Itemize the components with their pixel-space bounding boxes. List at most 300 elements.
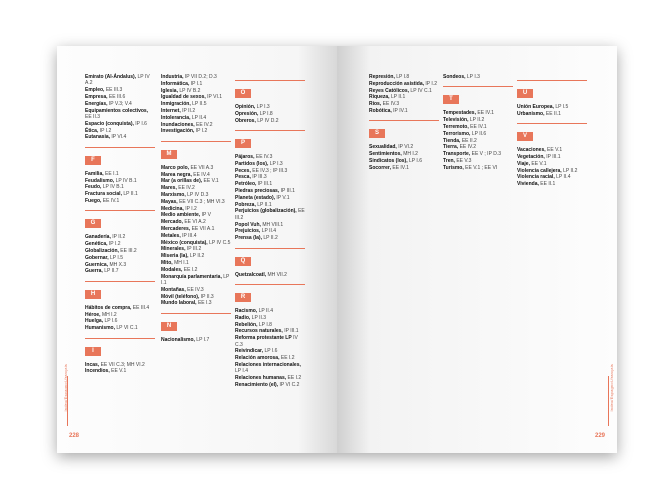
entry-term: Energías,	[85, 100, 108, 107]
letter-rule	[85, 147, 155, 148]
entry-term: Turismo,	[443, 164, 464, 171]
letter-heading	[443, 86, 513, 110]
index-entry	[235, 111, 305, 117]
index-entry	[235, 181, 305, 187]
entry-reference: IP V.1	[276, 194, 290, 201]
entry-reference: IP I.2	[195, 128, 208, 135]
entry-term: Fractura social,	[85, 191, 122, 198]
entry-term: Empresa,	[85, 94, 108, 100]
letter-rule	[235, 248, 305, 249]
index-entry	[443, 158, 513, 164]
entry-term: Vegetación,	[517, 154, 545, 160]
entry-reference: EE IV.2	[196, 121, 213, 128]
entry-term: Relaciones humanas,	[235, 375, 287, 382]
index-entry	[235, 308, 305, 314]
entry-term: Violencia racial,	[517, 174, 555, 181]
index-entry	[85, 318, 155, 324]
entry-reference: LP II.4	[261, 228, 277, 235]
entry-reference: EE V.1	[203, 178, 219, 185]
entry-term: México (conquista),	[161, 239, 208, 246]
entry-term: Huelga,	[85, 318, 104, 325]
letter-badge: V	[517, 132, 533, 141]
entry-term: Mercado,	[161, 219, 183, 226]
entry-term: Unión Europea,	[517, 104, 554, 110]
index-entry	[443, 117, 513, 123]
index-entry	[85, 121, 155, 127]
entry-reference: IP III.4	[182, 232, 197, 239]
entry-term: Héroe,	[85, 311, 101, 318]
entry-reference: IP I.6	[135, 120, 147, 127]
index-entry	[235, 375, 305, 381]
letter-badge: N	[161, 322, 177, 331]
index-entry	[517, 154, 587, 160]
entry-reference: EE V.1	[111, 368, 127, 375]
entry-reference: IP I.2	[108, 241, 121, 248]
index-entry	[235, 208, 305, 221]
index-entry	[161, 253, 231, 259]
letter-rule	[517, 123, 587, 124]
index-entry	[369, 158, 439, 164]
entry-reference: EE VII A.3	[190, 164, 214, 171]
entry-term: Partidos (los),	[235, 160, 269, 167]
entry-reference: EE I.2	[287, 375, 302, 382]
entry-reference: MH VIII.1	[262, 221, 284, 228]
letter-heading	[235, 248, 305, 272]
index-entry	[369, 108, 439, 114]
letter-badge: I	[85, 347, 101, 356]
entry-reference: LP I.3	[256, 104, 270, 110]
entry-reference: LP II.6	[471, 130, 487, 137]
index-entry	[443, 138, 513, 144]
entry-term: Investigación,	[161, 128, 195, 135]
entry-reference: EE III.2	[235, 208, 305, 221]
index-entry	[235, 202, 305, 208]
index-entry	[161, 101, 231, 107]
entry-reference: LP II.3	[251, 314, 267, 321]
entry-term: Industria,	[161, 74, 184, 80]
index-entry	[235, 174, 305, 180]
entry-reference: MH X.3	[109, 261, 127, 268]
entry-reference: LP II.4	[556, 174, 571, 181]
entry-reference: EE III.6	[108, 94, 126, 100]
entry-term: Pájaros,	[235, 154, 255, 160]
index-entry	[85, 108, 155, 121]
index-entry	[161, 274, 231, 287]
entry-reference: LP I.6	[104, 318, 118, 325]
entry-term: Sentimientos,	[369, 151, 402, 158]
letter-rule	[235, 80, 305, 81]
entry-term: Hábitos de compra,	[85, 304, 132, 311]
letter-badge: S	[369, 129, 385, 138]
index-entry	[85, 101, 155, 107]
index-entry	[161, 219, 231, 225]
entry-term: Fuego,	[85, 197, 102, 204]
letter-badge: G	[85, 219, 101, 228]
entry-term: Quetzalcoatl,	[235, 271, 267, 278]
entry-reference: EE IV.3	[255, 154, 273, 160]
entry-reference: EE IV.2	[459, 144, 477, 151]
index-entry	[235, 322, 305, 328]
index-entry	[85, 134, 155, 140]
entry-term: Tempestades,	[443, 110, 476, 117]
index-entry	[443, 151, 513, 157]
entry-term: Pesca,	[235, 174, 251, 181]
entry-term: Familia,	[85, 170, 104, 177]
entry-term: Minerales,	[161, 246, 186, 253]
letter-badge: T	[443, 95, 459, 104]
entry-reference: IP II.3	[200, 293, 214, 300]
index-entry	[161, 115, 231, 121]
entry-reference: IP I.2	[99, 127, 112, 134]
letter-badge: Q	[235, 257, 251, 266]
entry-term: Internet,	[161, 107, 181, 114]
entry-term: Reyes Católicos,	[369, 87, 410, 94]
entry-term: Radio,	[235, 314, 251, 321]
letter-rule	[85, 338, 155, 339]
index-entry	[85, 248, 155, 254]
entry-reference: MH I.1	[174, 259, 189, 266]
entry-reference: IP IV.1	[393, 107, 408, 114]
index-entry	[369, 81, 439, 87]
entry-reference: IP II.2	[182, 107, 196, 114]
entry-term: Ríos,	[369, 101, 382, 108]
entry-term: Guernica,	[85, 261, 109, 268]
index-entry	[235, 161, 305, 167]
page-number: 228	[69, 433, 80, 439]
index-entry	[235, 118, 305, 124]
entry-term: Globalización,	[85, 247, 119, 254]
index-entry	[235, 104, 305, 110]
entry-term: Monarquía parlamentaria,	[161, 273, 222, 280]
entry-term: Transporte,	[443, 151, 471, 158]
entry-term: Televisión,	[443, 117, 469, 124]
entry-reference: EE IV.3 ; IP III.3	[252, 167, 288, 174]
entry-term: Perjuicios (globalización),	[235, 208, 297, 215]
index-entry	[517, 181, 587, 187]
index-entry	[369, 101, 439, 107]
entry-reference: EE V.1 ; EE VI	[465, 164, 498, 171]
entry-reference: IP V.3; V.4	[108, 100, 132, 107]
entry-reference: LP I.3	[466, 74, 480, 80]
entry-term: Opresión,	[235, 110, 259, 117]
index-entry	[161, 337, 231, 343]
entry-reference: EE IV.2	[178, 185, 195, 192]
entry-reference: EE VI A.2	[184, 219, 206, 226]
index-entry	[85, 94, 155, 100]
entry-term: Feudalismo,	[85, 177, 115, 184]
index-entry	[235, 355, 305, 361]
entry-reference: LP II.1	[257, 201, 272, 208]
index-entry	[235, 362, 305, 375]
entry-term: Espacio (conquista),	[85, 120, 134, 127]
entry-term: Medicina,	[161, 205, 184, 212]
entry-term: Peces,	[235, 167, 251, 174]
entry-reference: LP VI C.1	[116, 325, 138, 332]
entry-term: Incas,	[85, 361, 100, 368]
entry-reference: LP I.4	[235, 368, 248, 375]
entry-term: Mar (a orillas de),	[161, 178, 203, 185]
index-column-3	[517, 74, 587, 188]
entry-reference: IP II.2	[112, 234, 126, 241]
letter-heading	[85, 281, 155, 305]
index-entry	[85, 234, 155, 240]
entry-term: Relaciones internacionales,	[235, 361, 301, 368]
entry-reference: LP I.1	[161, 273, 230, 286]
letter-rule	[85, 281, 155, 282]
entry-term: Reforma protestante LP	[235, 335, 292, 342]
index-entry	[443, 131, 513, 137]
entry-term: Feudo,	[85, 184, 102, 191]
entry-reference: EE IV.4	[193, 171, 210, 178]
index-entry	[235, 154, 305, 160]
index-entry	[235, 195, 305, 201]
index-entry	[235, 272, 305, 278]
entry-reference: LP II.7	[104, 268, 119, 275]
entry-term: Petróleo,	[235, 181, 257, 188]
index-entry	[85, 87, 155, 93]
index-entry	[85, 241, 155, 247]
letter-badge: U	[517, 89, 533, 98]
index-entry	[443, 165, 513, 171]
letter-rule	[161, 313, 231, 314]
entry-term: Sexualidad,	[369, 144, 397, 151]
letter-rule	[517, 80, 587, 81]
index-entry	[85, 262, 155, 268]
entry-reference: LP II.2	[189, 253, 205, 260]
entry-reference: EE IV.3	[187, 286, 204, 293]
entry-reference: EE I.1	[105, 170, 119, 177]
entry-term: Violencia callejera,	[517, 167, 562, 174]
letter-heading	[161, 313, 231, 337]
entry-reference: IP VI.4	[111, 134, 127, 141]
running-title: Index/Espagnol-français	[63, 364, 68, 412]
entry-reference: EE IV.1	[477, 110, 494, 117]
entry-term: Riqueza,	[369, 94, 390, 101]
letter-heading	[517, 123, 587, 147]
index-entry	[161, 226, 231, 232]
index-entry	[443, 74, 513, 80]
entry-term: Piedras preciosas,	[235, 187, 280, 194]
entry-term: Reivindicar,	[235, 348, 264, 355]
index-entry	[161, 267, 231, 273]
left-page	[57, 46, 337, 453]
entry-reference: EE II.1	[540, 181, 556, 188]
index-entry	[161, 122, 231, 128]
entry-reference: EE I.2	[183, 266, 198, 273]
entry-term: Inundaciones,	[161, 121, 195, 128]
entry-term: Marea negra,	[161, 171, 192, 178]
index-entry	[369, 88, 439, 94]
entry-term: Modales,	[161, 266, 183, 273]
index-entry	[85, 325, 155, 331]
entry-reference: MH I.2	[101, 311, 117, 318]
entry-term: Gobernar,	[85, 254, 109, 261]
entry-reference: LP II.2	[263, 235, 278, 242]
index-entry	[85, 128, 155, 134]
entry-reference: EE V.3	[456, 157, 472, 164]
entry-reference: EE III.3	[105, 87, 123, 94]
entry-term: Obreros,	[235, 117, 256, 124]
entry-term: Mito,	[161, 259, 173, 266]
index-entry	[235, 382, 305, 388]
letter-heading	[369, 120, 439, 144]
entry-term: Recursos naturales,	[235, 328, 283, 335]
entry-reference: IP III.1	[284, 328, 299, 335]
entry-reference: EE V.1	[547, 147, 563, 154]
index-entry	[235, 348, 305, 354]
entry-reference: IP VI C.2	[279, 381, 300, 388]
entry-reference: MH I.2	[403, 151, 418, 158]
entry-term: Ganadería,	[85, 234, 111, 241]
index-entry	[161, 94, 231, 100]
right-page	[337, 46, 617, 453]
entry-reference: LP IV D.3	[187, 191, 209, 198]
entry-reference: EE IV.1	[470, 124, 487, 130]
entry-reference: LP I.5	[555, 104, 569, 110]
index-entry	[161, 212, 231, 218]
entry-reference: LP IV C.1	[410, 87, 432, 94]
entry-term: Empleo,	[85, 87, 105, 94]
entry-term: Intolerancia,	[161, 114, 191, 121]
entry-reference: LP II.4	[191, 114, 207, 121]
index-entry	[161, 260, 231, 266]
entry-reference: IP III.1	[546, 154, 561, 160]
index-entry	[235, 315, 305, 321]
letter-heading	[85, 147, 155, 171]
entry-term: Mayas,	[161, 198, 178, 205]
index-entry	[85, 368, 155, 374]
entry-reference: LP IV A.2	[85, 74, 150, 87]
entry-reference: IP VII D.2; D.3	[184, 74, 217, 80]
entry-term: Incendios,	[85, 368, 110, 375]
entry-reference: LP IV B.1	[102, 184, 124, 191]
index-entry	[85, 191, 155, 197]
entry-term: Popol Vuh,	[235, 221, 261, 228]
entry-term: Mares,	[161, 185, 177, 192]
entry-reference: IV C.3	[235, 335, 298, 348]
index-entry	[517, 111, 587, 117]
entry-term: Socorrer,	[369, 164, 391, 171]
index-entry	[161, 300, 231, 306]
index-column-2	[443, 74, 513, 172]
entry-term: Sindicatos (los),	[369, 157, 408, 164]
letter-rule	[369, 120, 439, 121]
index-entry	[161, 128, 231, 134]
entry-reference: LP I.8	[396, 74, 410, 80]
entry-term: Racismo,	[235, 307, 258, 314]
index-entry	[161, 199, 231, 205]
index-entry	[85, 255, 155, 261]
entry-reference: EE I.3	[197, 300, 212, 307]
index-entry	[517, 161, 587, 167]
entry-term: Represión,	[369, 74, 395, 80]
index-entry	[161, 192, 231, 198]
letter-heading	[85, 338, 155, 362]
entry-term: Tierra,	[443, 144, 459, 151]
entry-reference: LP II.4	[258, 307, 273, 314]
index-entry	[235, 228, 305, 234]
index-entry	[161, 88, 231, 94]
entry-reference: EE VII C.3; MH VI.2	[100, 361, 145, 368]
letter-heading	[517, 80, 587, 104]
entry-reference: LP II.1	[123, 191, 138, 198]
entry-term: Rebelión,	[235, 321, 258, 328]
entry-reference: EE I.2	[280, 355, 295, 362]
entry-term: Tren,	[443, 157, 455, 164]
entry-term: Igualdad de sexos,	[161, 94, 206, 101]
letter-badge: O	[235, 89, 251, 98]
letter-heading	[235, 284, 305, 308]
letter-badge: H	[85, 290, 101, 299]
index-entry	[161, 294, 231, 300]
entry-reference: LP II.5	[192, 101, 207, 108]
entry-reference: EE III.4	[132, 304, 150, 311]
entry-term: Planeta (estado),	[235, 194, 276, 201]
entry-term: Humanismo,	[85, 325, 116, 332]
letter-badge: R	[235, 293, 251, 302]
entry-reference: LP I.6	[409, 157, 422, 164]
entry-term: Marco polo,	[161, 164, 190, 171]
entry-term: Marxismo,	[161, 191, 186, 198]
entry-term: Guerra,	[85, 268, 103, 275]
entry-reference: EE VII C.3 ; MH VI.3	[179, 198, 225, 205]
entry-term: Medio ambiente,	[161, 212, 201, 219]
entry-term: Relación amorosa,	[235, 355, 280, 362]
index-entry	[85, 268, 155, 274]
entry-reference: LP I.8	[258, 321, 272, 328]
entry-reference: IP III.1	[257, 181, 273, 188]
entry-term: Montañas,	[161, 286, 186, 293]
entry-term: Viaje,	[517, 160, 530, 167]
letter-heading	[235, 130, 305, 154]
entry-term: Miseria (la),	[161, 253, 189, 260]
entry-reference: EE IV.3	[382, 101, 400, 108]
index-entry	[369, 151, 439, 157]
entry-reference: EE IV.1	[392, 164, 409, 171]
entry-reference: IP VI.1	[207, 94, 223, 101]
entry-reference: LP I.3	[269, 160, 283, 167]
letter-heading	[85, 210, 155, 234]
entry-reference: IP III.2	[186, 246, 202, 253]
entry-reference: EE II.1	[545, 110, 561, 117]
entry-reference: LP IV D.2	[257, 117, 279, 124]
entry-term: Pobreza,	[235, 201, 256, 208]
index-entry	[443, 124, 513, 130]
index-entry	[517, 147, 587, 153]
index-entry	[369, 165, 439, 171]
index-entry	[161, 240, 231, 246]
entry-reference: EE II.3	[85, 114, 101, 120]
index-entry	[161, 108, 231, 114]
entry-reference: MH VII.2	[267, 271, 287, 278]
index-entry	[235, 168, 305, 174]
entry-reference: LP I.8	[259, 110, 273, 117]
index-entry	[85, 184, 155, 190]
index-entry	[161, 81, 231, 87]
entry-term: Iglesia,	[161, 87, 178, 94]
index-entry	[85, 312, 155, 318]
index-column-1	[369, 74, 439, 172]
index-entry	[161, 206, 231, 212]
entry-reference: EE II.2	[461, 137, 477, 144]
entry-term: Emirato (Al-Ándalus),	[85, 74, 137, 80]
entry-reference: EE IV.1	[102, 197, 120, 204]
index-entry	[235, 235, 305, 241]
index-entry	[161, 165, 231, 171]
entry-term: Mundo laboral,	[161, 300, 197, 307]
entry-term: Eutanasia,	[85, 134, 111, 141]
index-entry	[85, 198, 155, 204]
